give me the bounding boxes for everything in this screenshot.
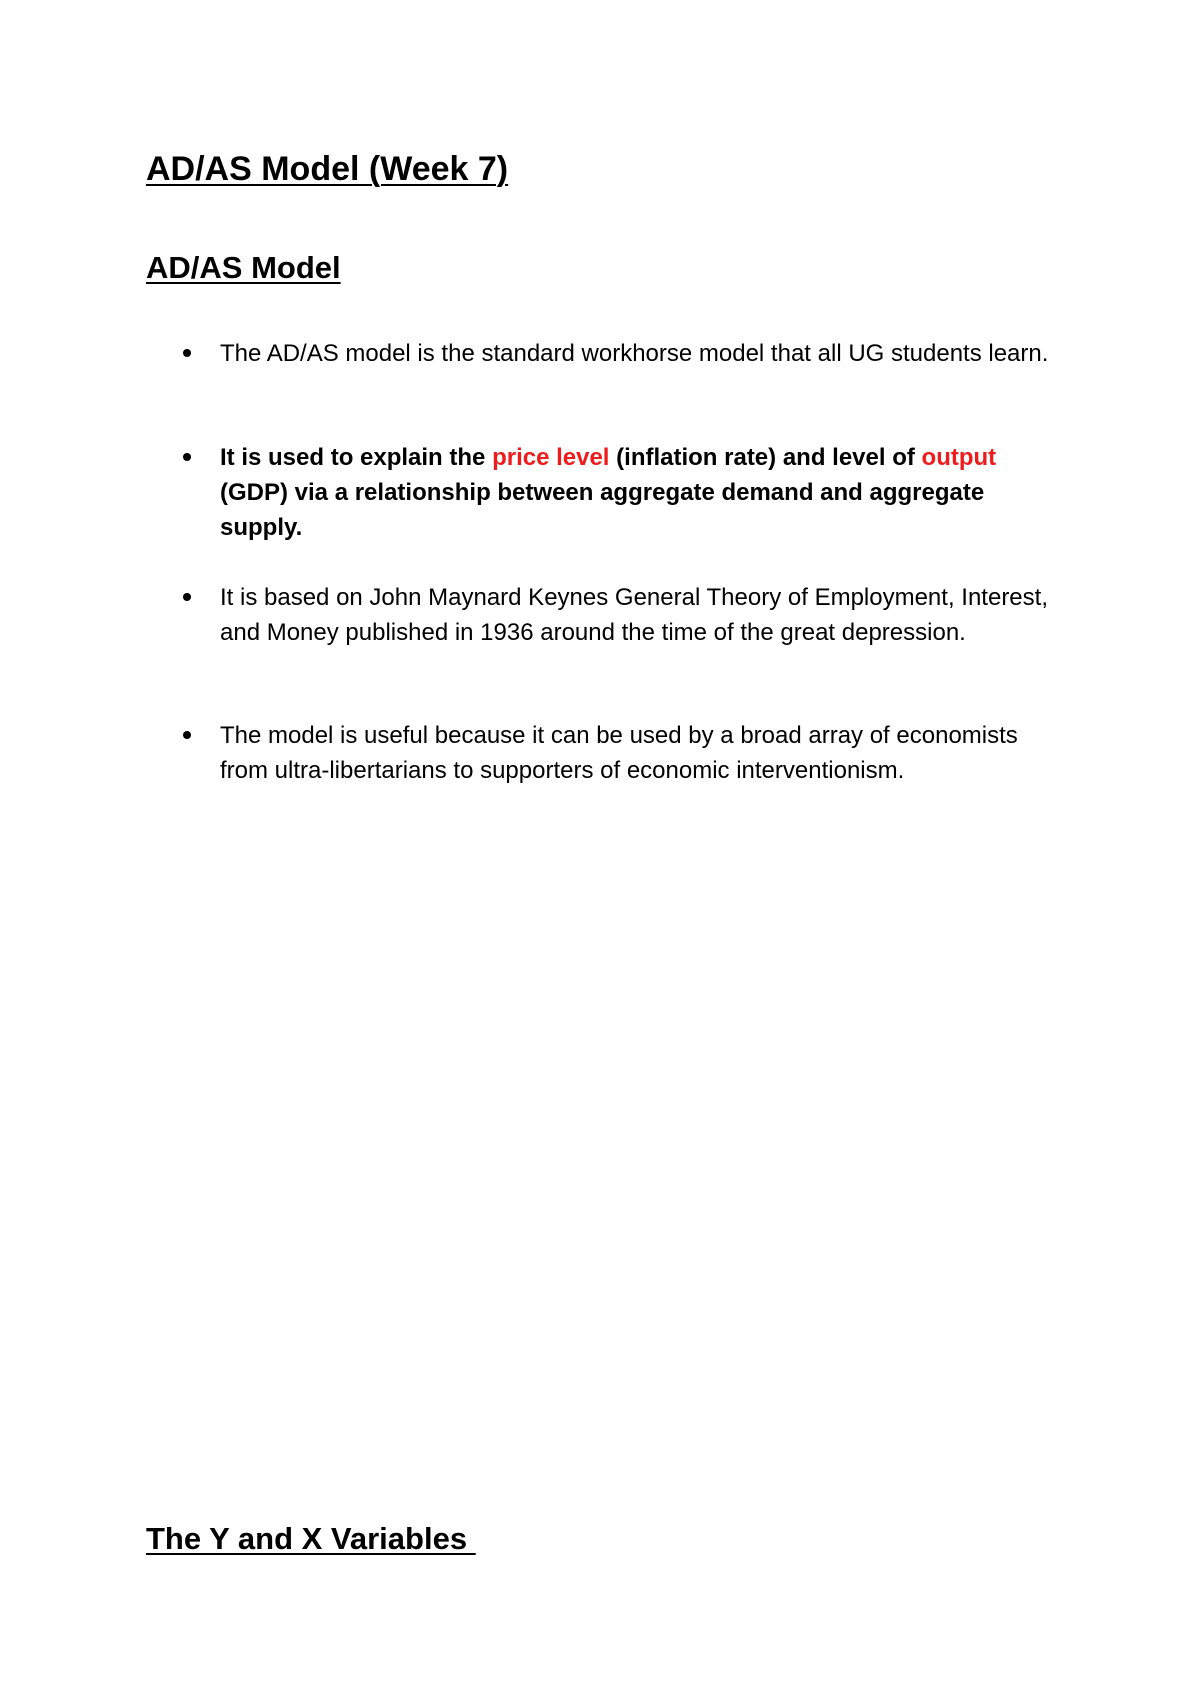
bullet-text-part: (GDP) via a relationship between aggregate demand and aggregate supply. xyxy=(220,479,985,541)
bullet-text xyxy=(220,440,1070,545)
section-heading-y-and-x-variables: The Y and X Variables xyxy=(146,1521,476,1556)
bullet-text: It is based on John Maynard Keynes General Theory of Employment, Interest, and Money published in 1936 around the time of the great depression. xyxy=(220,584,1048,646)
bullet-icon xyxy=(183,593,191,601)
section-heading-adas-model: AD/AS Model xyxy=(146,250,341,285)
bullet-icon xyxy=(183,731,191,739)
bullet-icon xyxy=(183,349,191,357)
bullet-text-part: It is used to explain the xyxy=(220,444,493,471)
bullet-text: The AD/AS model is the standard workhorse model that all UG students learn. xyxy=(220,340,1049,367)
highlight-output: output xyxy=(921,444,997,471)
bullet-text: The model is useful because it can be used by a broad array of economists from ultra-libertarians to supporters of economic interventionism. xyxy=(220,722,1018,784)
document-title: AD/AS Model (Week 7) xyxy=(146,150,509,188)
bullet-text-part: (inflation rate) and level of xyxy=(609,444,922,471)
bullet-icon xyxy=(183,453,191,461)
highlight-price-level: price level xyxy=(492,444,610,471)
